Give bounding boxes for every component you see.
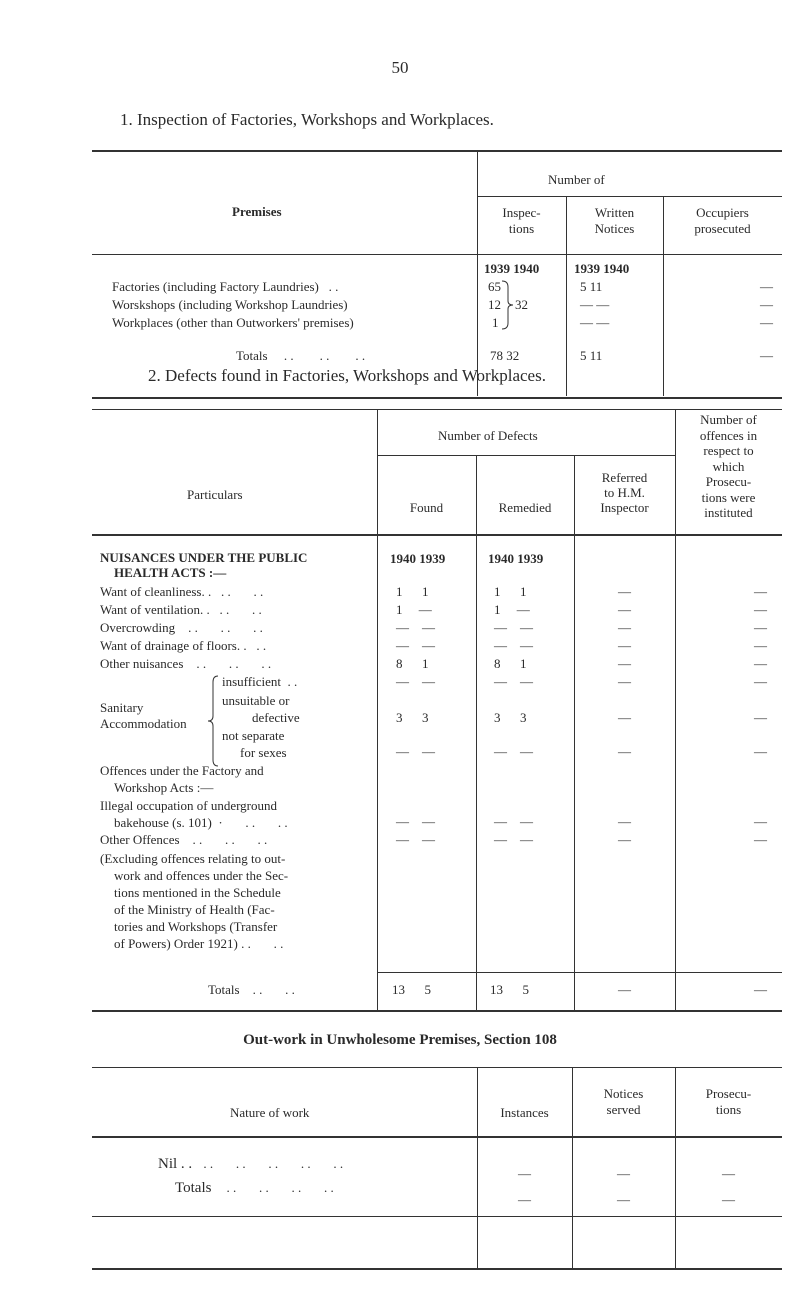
- offences-insufficient: —: [754, 674, 767, 689]
- offences-not-separate: —: [754, 744, 767, 759]
- found-other-nuisances: 8 1: [396, 656, 429, 671]
- brace-icon: [501, 279, 515, 331]
- row-ventilation: Want of ventilation. . . . . .: [100, 602, 262, 617]
- referred-not-separate: —: [618, 744, 631, 759]
- remedied-other-offences: — —: [494, 832, 533, 847]
- insp-1939-factories: 65: [488, 279, 501, 294]
- found-cleanliness: 1 1: [396, 584, 429, 599]
- row-label-factories: Factories (including Factory Laundries) . .: [112, 279, 339, 294]
- row-other-nuisances: Other nuisances . . . . . .: [100, 656, 272, 671]
- excluding-note: (Excluding offences relating to out- work and offences under the Sec- tions mentioned in the Schedule of the Ministry of Health (Fac- tories and Workshops (Transfer of Powers) Order 1921) . . . .: [100, 851, 289, 951]
- prosecuted-factories: —: [760, 279, 773, 294]
- referred-other-offences: —: [618, 832, 631, 847]
- sanitary-insufficient: insufficient . .: [222, 674, 298, 689]
- found-not-separate: — —: [396, 744, 435, 759]
- referred-overcrowding: —: [618, 620, 631, 635]
- notices-factories: 5 11: [580, 279, 603, 294]
- section3-title: Out-work in Unwholesome Premises, Section 108: [243, 1032, 557, 1048]
- notice-years: 1939 1940: [574, 261, 630, 276]
- totals-label: Totals . . . . . .: [236, 348, 366, 363]
- section1-title: 1. Inspection of Factories, Workshops and Workplaces.: [120, 110, 494, 129]
- sanitary-label: Sanitary Accommodation: [100, 700, 187, 731]
- referred-drainage: —: [618, 638, 631, 653]
- insp-1939-workplaces: 1: [492, 315, 499, 330]
- totals-notices-served: —: [617, 1192, 630, 1207]
- totals-remedied: 13 5: [490, 982, 529, 997]
- found-overcrowding: — —: [396, 620, 435, 635]
- nuisances-heading: NUISANCES UNDER THE PUBLIC HEALTH ACTS :—: [100, 550, 308, 580]
- remedied-not-separate: — —: [494, 744, 533, 759]
- notices-workshops: — —: [580, 297, 610, 312]
- premises-header: Premises: [232, 204, 282, 219]
- totals-inspections: 78 32: [490, 348, 520, 363]
- referred-cleanliness: —: [618, 584, 631, 599]
- found-years: 1940 1939: [390, 551, 446, 566]
- found-header: Found: [409, 500, 444, 515]
- remedied-ventilation: 1 —: [494, 602, 530, 617]
- totals-found: 13 5: [392, 982, 431, 997]
- number-of-header: Number of: [548, 172, 605, 187]
- referred-illegal: —: [618, 814, 631, 829]
- insp-1940-combined: 32: [515, 297, 528, 312]
- totals-prosecuted: —: [760, 348, 773, 363]
- prosecuted-workplaces: —: [760, 315, 773, 330]
- offences-illegal: —: [754, 814, 767, 829]
- instances-header: Instances: [500, 1105, 549, 1120]
- page-number: 50: [391, 58, 409, 77]
- notices-served-header: Notices served: [603, 1086, 644, 1117]
- inspection-years: 1939 1940: [484, 261, 540, 276]
- sanitary-defective: unsuitable or defective: [222, 693, 300, 725]
- found-defective: 3 3: [396, 710, 429, 725]
- written-notices-header: Written Notices: [594, 205, 635, 236]
- referred-defective: —: [618, 710, 631, 725]
- offences-ventilation: —: [754, 602, 767, 617]
- sanitary-not-separate: not separate for sexes: [222, 728, 287, 760]
- totals-offences: —: [754, 982, 767, 997]
- outwork-totals-label: Totals . . . . . . . .: [175, 1180, 334, 1196]
- notices-nil: —: [617, 1166, 630, 1181]
- offences-defective: —: [754, 710, 767, 725]
- found-other-offences: — —: [396, 832, 435, 847]
- found-ventilation: 1 —: [396, 602, 432, 617]
- offences-overcrowding: —: [754, 620, 767, 635]
- row-cleanliness: Want of cleanliness. . . . . .: [100, 584, 264, 599]
- row-overcrowding: Overcrowding . . . . . .: [100, 620, 263, 635]
- prosecutions-nil: —: [722, 1166, 735, 1181]
- instances-nil: —: [518, 1166, 531, 1181]
- remedied-drainage: — —: [494, 638, 533, 653]
- found-illegal: — —: [396, 814, 435, 829]
- row-label-workplaces: Workplaces (other than Outworkers' premises): [112, 315, 354, 330]
- offences-header: Number of offences in respect to which Prosecu- tions were instituted: [699, 412, 758, 520]
- prosecuted-workshops: —: [760, 297, 773, 312]
- offences-cleanliness: —: [754, 584, 767, 599]
- number-of-defects-header: Number of Defects: [438, 428, 538, 443]
- totals-prosecutions: —: [722, 1192, 735, 1207]
- referred-header: Referred to H.M. Inspector: [600, 470, 649, 515]
- row-illegal-occupation: Illegal occupation of underground bakehouse (s. 101) · . . . .: [100, 798, 288, 830]
- totals-instances: —: [518, 1192, 531, 1207]
- brace-icon: [206, 674, 220, 768]
- offences-other-offences: —: [754, 832, 767, 847]
- defects-totals-label: Totals . . . .: [208, 982, 295, 997]
- particulars-header: Particulars: [187, 487, 243, 502]
- offences-drainage: —: [754, 638, 767, 653]
- remedied-insufficient: — —: [494, 674, 533, 689]
- row-label-workshops: Worskshops (including Workshop Laundries): [112, 297, 348, 312]
- inspections-header: Inspec- tions: [502, 205, 541, 236]
- referred-other-nuisances: —: [618, 656, 631, 671]
- section2-title: 2. Defects found in Factories, Workshops and Workplaces.: [148, 366, 546, 385]
- row-drainage: Want of drainage of floors. . . .: [100, 638, 267, 653]
- row-nil: Nil . . . . . . . . . . . .: [158, 1156, 344, 1172]
- row-other-offences: Other Offences . . . . . .: [100, 832, 268, 847]
- totals-referred: —: [618, 982, 631, 997]
- prosecutions-header: Prosecu- tions: [705, 1086, 752, 1117]
- remedied-defective: 3 3: [494, 710, 527, 725]
- referred-ventilation: —: [618, 602, 631, 617]
- remedied-cleanliness: 1 1: [494, 584, 527, 599]
- remedied-other-nuisances: 8 1: [494, 656, 527, 671]
- occupiers-prosecuted-header: Occupiers prosecuted: [694, 205, 751, 236]
- remedied-years: 1940 1939: [488, 551, 544, 566]
- found-drainage: — —: [396, 638, 435, 653]
- found-insufficient: — —: [396, 674, 435, 689]
- notices-workplaces: — —: [580, 315, 610, 330]
- insp-1939-workshops: 12: [488, 297, 501, 312]
- totals-notices: 5 11: [580, 348, 603, 363]
- remedied-header: Remedied: [498, 500, 552, 515]
- remedied-illegal: — —: [494, 814, 533, 829]
- remedied-overcrowding: — —: [494, 620, 533, 635]
- referred-insufficient: —: [618, 674, 631, 689]
- offences-heading: Offences under the Factory and Workshop Acts :—: [100, 763, 264, 795]
- nature-header: Nature of work: [230, 1105, 310, 1120]
- offences-other-nuisances: —: [754, 656, 767, 671]
